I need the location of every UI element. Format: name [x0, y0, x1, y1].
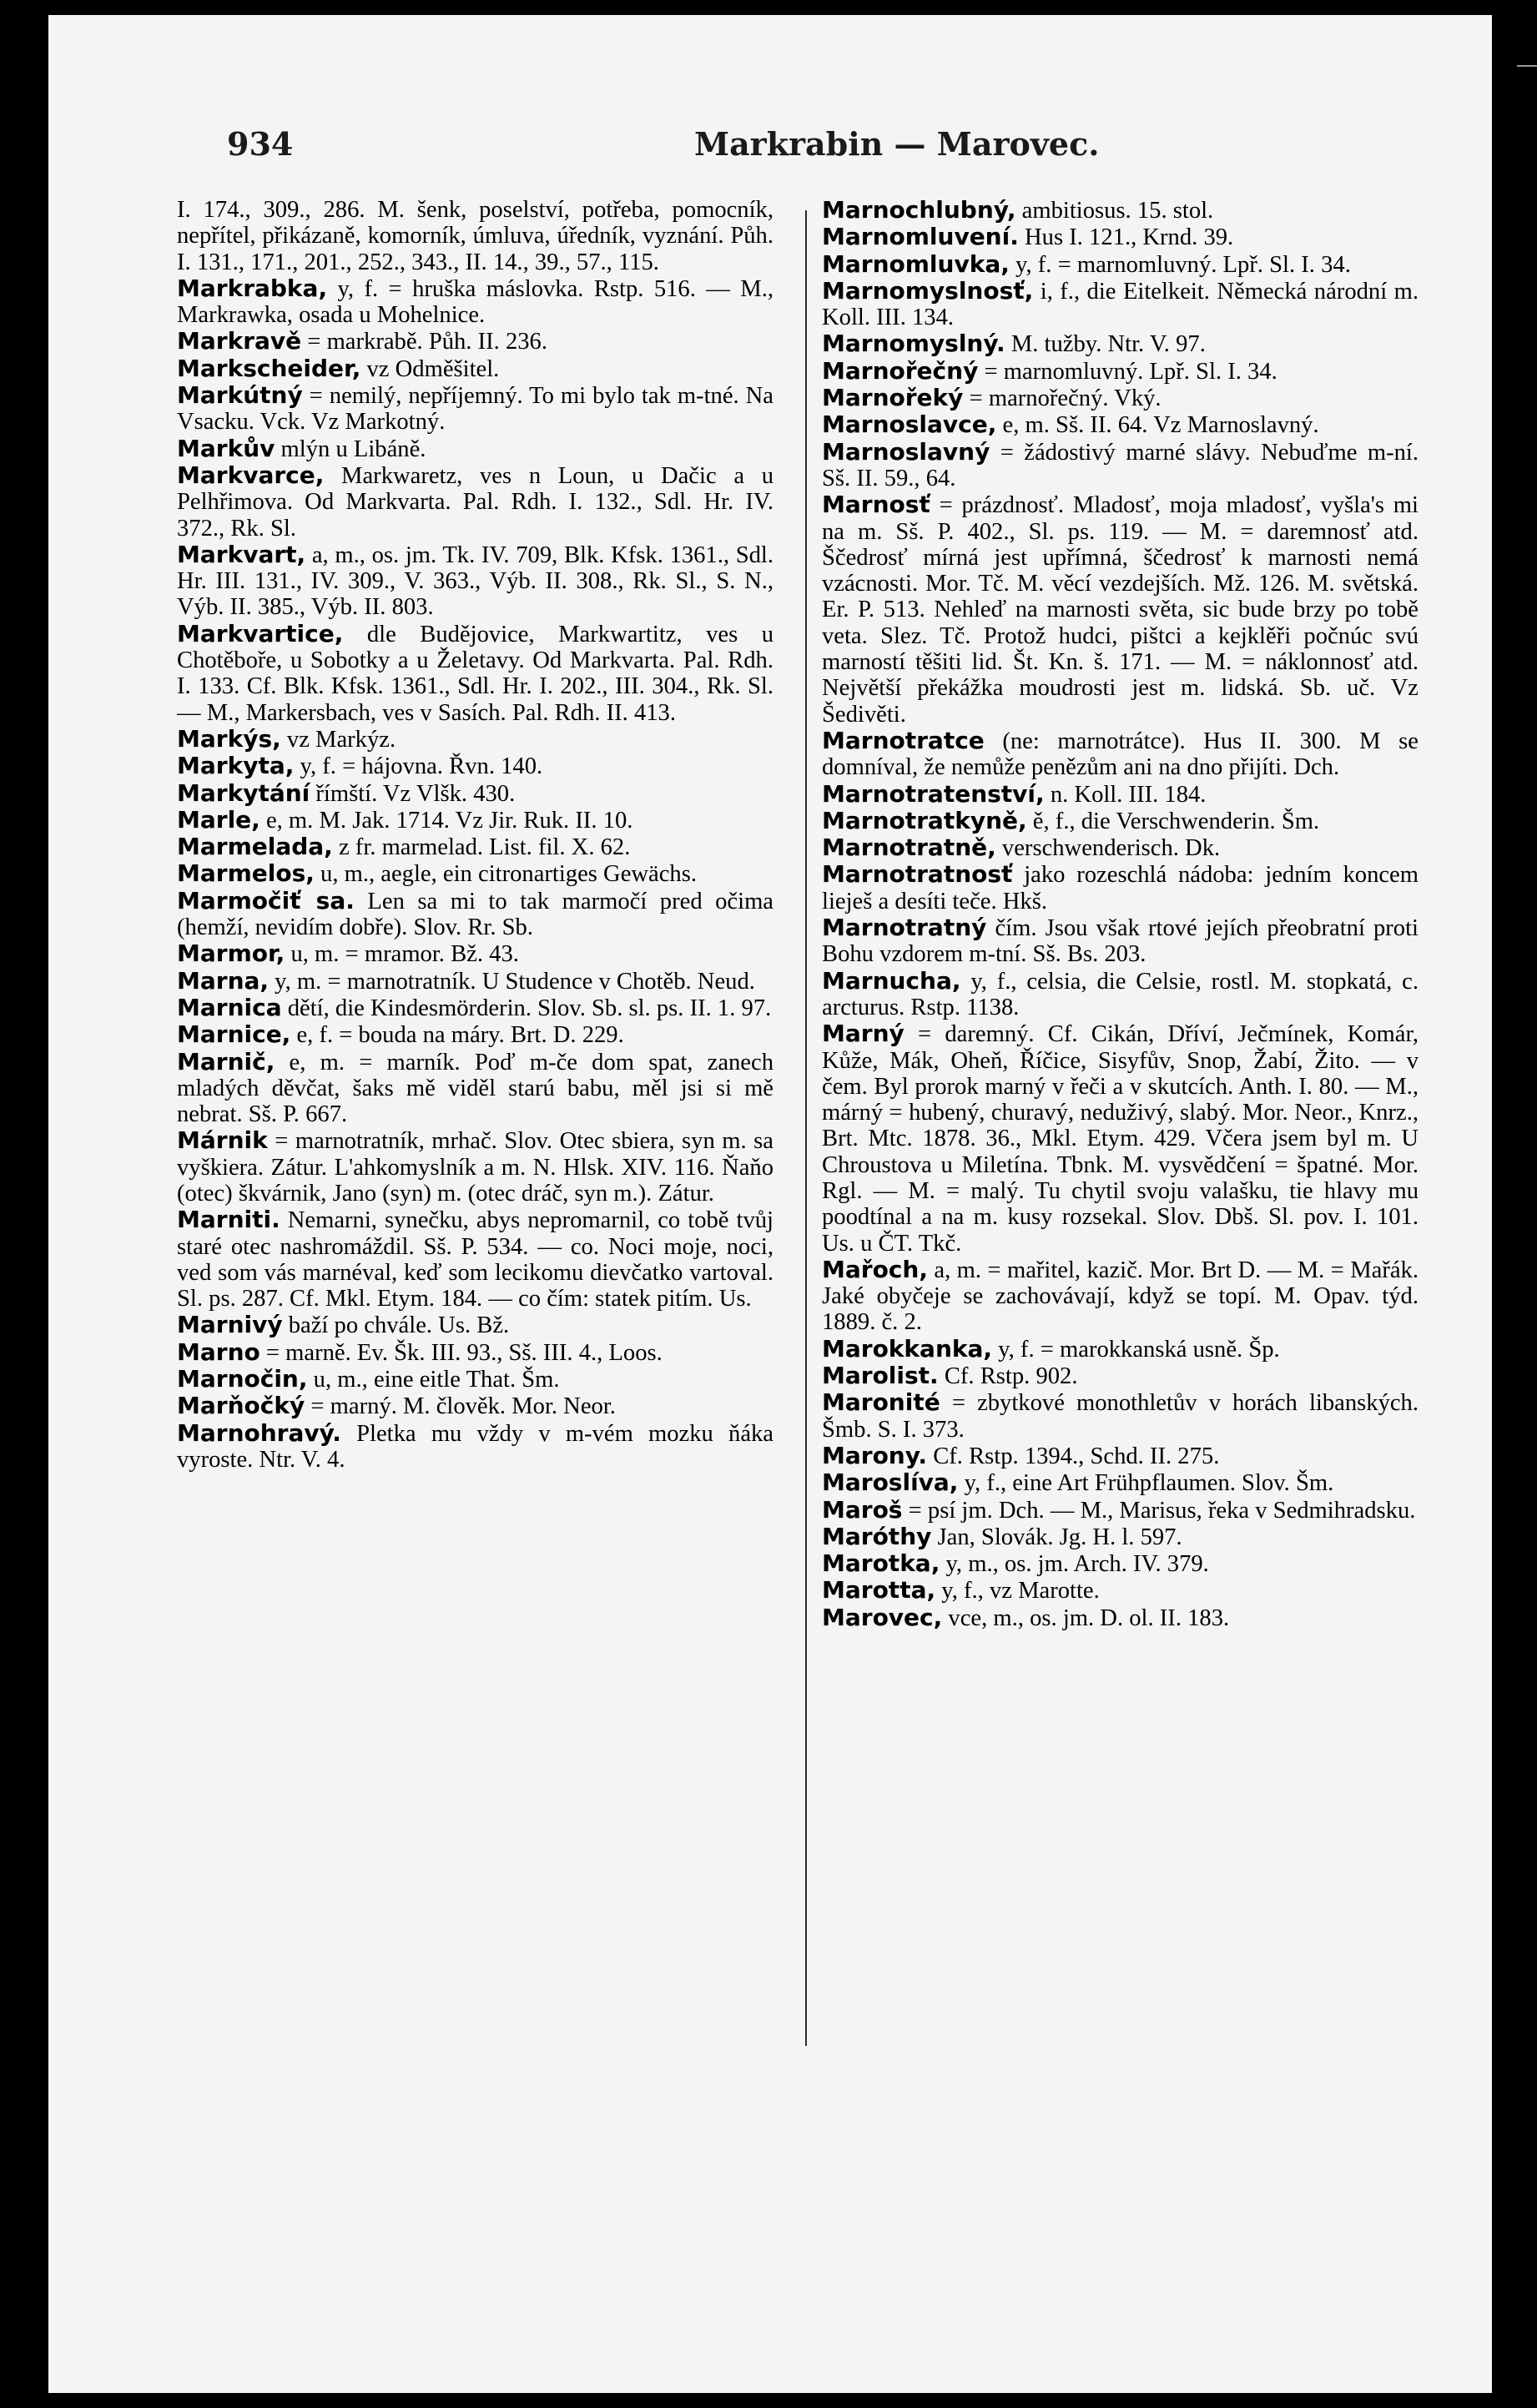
entry-headword: Marnoslavný [822, 437, 990, 466]
entry-headword: Marnič, [177, 1047, 275, 1076]
entry-text: vce, m., os. jm. D. ol. II. 183. [942, 1604, 1230, 1631]
entry-headword: Marnotratnosť [822, 860, 1013, 889]
dictionary-entry [822, 1469, 1419, 1496]
entry-text: baží po chvále. Us. Bž. [282, 1312, 510, 1339]
dictionary-entry [822, 1497, 1419, 1524]
dictionary-entry [822, 968, 1419, 1021]
entry-text: = nemilý, nepříjemný. To mi bylo tak m-tné. Na Vsacku. Vck. Vz Markotný. [177, 383, 774, 436]
entry-text: i, f., die Eitelkeit. Německá národní m. Koll. III. 134. [822, 278, 1419, 331]
entry-text: u, m. = mramor. Bž. 43. [285, 941, 519, 968]
entry-text: u, m., eine eitle That. Šm. [307, 1367, 560, 1393]
dictionary-entry [177, 834, 774, 860]
entry-text: = zbytkové monothletův v horách libanských. Šmb. S. I. 373. [822, 1390, 1419, 1443]
entry-text: Cf. Rstp. 1394., Schd. II. 275. [927, 1443, 1220, 1469]
entry-headword: Marnomyslnosť, [822, 276, 1034, 305]
entry-text: y, m., os. jm. Arch. IV. 379. [940, 1551, 1209, 1578]
dictionary-entry [177, 1021, 774, 1048]
dictionary-entry [177, 940, 774, 967]
dictionary-entry [822, 781, 1419, 808]
dictionary-entry [177, 1207, 774, 1312]
dictionary-entry [822, 1604, 1419, 1631]
entry-text: Jan, Slovák. Jg. H. l. 597. [931, 1524, 1182, 1550]
entry-text: y, m. = marnotratník. U Studence v Chotěb. Neud. [269, 968, 755, 995]
entry-headword: Marnochlubný, [822, 197, 1016, 224]
dictionary-entry [822, 808, 1419, 834]
entry-text: y, f. = marokkanská usně. Šp. [992, 1336, 1280, 1363]
entry-headword: Maroš [822, 1495, 903, 1524]
entry-text: čím. Jsou však rtové jejích přeobratní proti Bohu vzdorem m-tní. Sš. Bs. 203. [822, 915, 1419, 968]
dictionary-entry [177, 436, 774, 462]
entry-headword: Markravě [177, 327, 302, 355]
entry-text: vz Markýz. [280, 726, 396, 753]
dictionary-entry [177, 462, 774, 542]
dictionary-entry [177, 355, 774, 382]
entry-headword: Marnotratný [822, 914, 987, 942]
entry-headword: Markův [177, 434, 275, 462]
entry-headword: Marnotratenství, [822, 779, 1045, 808]
entry-text: y, f. = hruška máslovka. Rstp. 516. — M., Markrawka, osada u Mohelnice. [177, 275, 774, 329]
entry-headword: Marňočký [177, 1392, 305, 1420]
page-number: 934 [227, 125, 294, 163]
dictionary-entry [177, 1339, 774, 1366]
entry-headword: Marmelos, [177, 859, 315, 888]
dictionary-entry [822, 197, 1419, 224]
entry-text: I. 174., 309., 286. M. šenk, poselství, potřeba, pomocník, nepřítel, přikázaně, komorník, úmluva, úředník, vyznání. Půh. I. 131., 171., 201., 252., 343., II. 14., 39., 57., 115. [177, 197, 774, 275]
left-column [177, 197, 774, 2300]
entry-text: e, m. M. Jak. 1714. Vz Jir. Ruk. II. 10. [260, 807, 633, 834]
entry-text: Nemarni, synečku, abys nepromarnil, co tobě tvůj staré otec nashromáždil. Sš. P. 534. — co. Noci moje, noci, ved som vás marnéval, keď som lecikomu dievčatko vartoval. Sl. ps. 287. Cf. Mkl. Etym. 184. — co čím: statek pitím. Us. [177, 1207, 774, 1312]
entry-headword: Márnik [177, 1126, 268, 1155]
dictionary-entry [177, 968, 774, 995]
scan-edge-mark [1517, 65, 1537, 67]
entry-headword: Marnořečný [822, 356, 979, 385]
dictionary-entry [177, 1049, 774, 1128]
dictionary-entry [822, 278, 1419, 331]
dictionary-entry [822, 1524, 1419, 1550]
entry-headword: Marnomyslný. [822, 330, 1005, 358]
entry-text: = prázdnosť. Mladosť, moja mladosť, vyšla's mi na m. Sš. P. 402., Sl. ps. 119. — M. = daremnosť atd. Ščedrosť mírná jest upřímná, ščedrosť k marnosti nemá vzácnosti. Mor. Tč. M. věcí vezdejších. Mž. 126. M. světská. Er. P. 513. Nehleď na marnosti světa, sic bude brzy po tobě veta. Slez. Tč. Protož hudci, pištci a kejklěři počnúc svú marností těšiti lid. Št. Kn. š. 171. — M. = náklonnosť atd. Největší překážka moudrosti jest m. lidská. Sb. uč. Vz Šedivěti. [822, 492, 1419, 728]
dictionary-entry [177, 1393, 774, 1419]
entry-text: = marný. M. člověk. Mor. Neor. [305, 1393, 616, 1420]
entry-headword: Maroslíva, [822, 1468, 959, 1497]
column-divider [805, 210, 807, 2046]
entry-headword: Markvarce, [177, 461, 325, 489]
dictionary-entry [822, 1336, 1419, 1363]
entry-headword: Markscheider, [177, 354, 361, 382]
entry-headword: Marnotratce [822, 726, 985, 754]
dictionary-entry [822, 1550, 1419, 1577]
dictionary-entry [177, 995, 774, 1021]
entry-text: e, m. = marník. Poď m-če dom spat, zanech mladých děvčat, šaks mě viděl starú babu, měl jsi si mě nebrat. Sš. P. 667. [177, 1049, 774, 1128]
dictionary-entry [177, 275, 774, 329]
entry-headword: Marnucha, [822, 966, 961, 995]
dictionary-entry [177, 1312, 774, 1338]
entry-headword: Marnočin, [177, 1365, 308, 1393]
entry-text: ě, f., die Verschwenderin. Šm. [1026, 808, 1320, 834]
entry-text: jako rozeschlá nádoba: jedním koncem lieješ a desíti teče. Hkš. [822, 862, 1419, 914]
entry-headword: Marovec, [822, 1603, 943, 1631]
dictionary-entry [822, 385, 1419, 411]
entry-headword: Maróthy [822, 1522, 932, 1550]
dictionary-entry [177, 1420, 774, 1474]
dictionary-entry [822, 251, 1419, 278]
entry-headword: Marnice, [177, 1020, 291, 1049]
entry-headword: Marno [177, 1337, 260, 1366]
page-header [227, 125, 1492, 192]
entry-text: Cf. Rstp. 902. [938, 1363, 1078, 1390]
entry-text: z fr. marmelad. List. fil. X. 62. [332, 834, 631, 861]
dictionary-entry [822, 914, 1419, 968]
entry-headword: Markútný [177, 381, 303, 410]
entry-headword: Marmor, [177, 940, 285, 968]
entry-headword: Marnotratně, [822, 834, 996, 862]
entry-text: M. tužby. Ntr. V. 97. [1005, 331, 1206, 358]
entry-headword: Marolist. [822, 1362, 939, 1390]
dictionary-entry [177, 888, 774, 941]
entry-headword: Marotka, [822, 1549, 940, 1578]
entry-headword: Markýs, [177, 724, 281, 753]
dictionary-entry [177, 197, 774, 275]
entry-headword: Markyta, [177, 752, 295, 780]
dictionary-entry [822, 1257, 1419, 1336]
entry-text: Len sa mi to tak marmočí pred očima (hemží, nevidím dobře). Slov. Rr. Sb. [177, 888, 774, 941]
dictionary-entry [822, 728, 1419, 781]
entry-text: = markrabě. Půh. II. 236. [301, 329, 547, 355]
entry-text: (ne: marnotrátce). Hus II. 300. M se domníval, že nemůže penězům ani na dno přijíti. Dch. [822, 728, 1419, 781]
dictionary-entry [822, 358, 1419, 385]
entry-text: Markwaretz, ves n Loun, u Dačic a u Pelhřimova. Od Markvarta. Pal. Rdh. I. 132., Sdl. Hr. IV. 372., Rk. Sl. [177, 462, 774, 542]
dictionary-entry [822, 439, 1419, 492]
dictionary-entry [822, 224, 1419, 250]
entry-text: mlýn u Libáně. [275, 436, 426, 462]
dictionary-entry [822, 1363, 1419, 1389]
entry-headword: Markrabka, [177, 274, 328, 302]
entry-text: dětí, die Kindesmörderin. Slov. Sb. sl. ps. II. 1. 97. [281, 995, 772, 1021]
dictionary-entry [822, 491, 1419, 728]
dictionary-entry [177, 621, 774, 726]
entry-headword: Marnořeký [822, 384, 964, 412]
entry-headword: Marnoslavce, [822, 411, 997, 439]
entry-headword: Markvart, [177, 540, 306, 568]
entry-text: = daremný. Cf. Cikán, Dříví, Ječmínek, Komár, Kůže, Mák, Oheň, Říčice, Sisyfův, Snop, Žabí, Žito. — v čem. Byl prorok marný v řeči a v skutcích. Anth. I. 80. — M., márný = hubený, churavý, neduživý, slabý. Mor. Neor., Knrz., Brt. Mtc. 1878. 36., Mkl. Etym. 429. Včera jsem byl m. U Chroustova u Miletína. Tbnk. M. vysvědčení = špatné. Mor. Rgl. — M. = malý. Tu chytil svoju valašku, tie hlavy mu poodtínal a na m. kusy rozsekal. Slov. Dbš. Sl. pov. I. 101. Us. u ČT. Tkč. [822, 1021, 1419, 1257]
entry-text: u, m., aegle, ein citronartiges Gewächs. [314, 861, 698, 888]
entry-text: ambitiosus. 15. stol. [1015, 198, 1214, 224]
entry-text: verschwenderisch. Dk. [995, 835, 1221, 862]
entry-text: n. Koll. III. 184. [1044, 781, 1207, 808]
dictionary-entry [177, 328, 774, 355]
entry-text: = žádostivý marné slávy. Nebuďme m-ní. Sš. II. 59., 64. [822, 439, 1419, 491]
entry-text: y, f. = hájovna. Řvn. 140. [294, 753, 543, 780]
dictionary-entry [177, 1127, 774, 1207]
entry-headword: Marnohravý. [177, 1418, 341, 1447]
dictionary-entry [822, 834, 1419, 861]
entry-text: e, m. Sš. II. 64. Vz Marnoslavný. [996, 412, 1319, 439]
entry-headword: Mařoch, [822, 1255, 928, 1283]
entry-text: a, m., os. jm. Tk. IV. 709, Blk. Kfsk. 1361., Sdl. Hr. III. 131., IV. 309., V. 363., Výb. II. 308., Rk. Sl., S. N., Výb. II. 385., Výb. II. 803. [177, 542, 774, 621]
dictionary-entry [822, 861, 1419, 914]
entry-text: e, f. = bouda na máry. Brt. D. 229. [290, 1022, 624, 1049]
entry-text: = marnomluvný. Lpř. Sl. I. 34. [978, 358, 1277, 385]
entry-text: a, m. = mařitel, kazič. Mor. Brt D. — M. = Mařák. Jaké obyčeje se zachovávají, když se topí. M. Opav. týd. 1889. č. 2. [822, 1257, 1419, 1336]
dictionary-entry [177, 780, 774, 807]
right-column [822, 197, 1419, 2300]
entry-headword: Marný [822, 1020, 905, 1048]
entry-text: y, f. = marnomluvný. Lpř. Sl. I. 34. [1009, 251, 1351, 278]
entry-text: y, f., celsia, die Celsie, rostl. M. stopkatá, c. arcturus. Rstp. 1138. [822, 968, 1419, 1020]
dictionary-entry [177, 542, 774, 621]
entry-headword: Markvartice, [177, 619, 344, 647]
entry-headword: Marniti. [177, 1206, 280, 1234]
entry-headword: Marony. [822, 1441, 928, 1469]
dictionary-entry [177, 382, 774, 436]
entry-headword: Marnotratkyně, [822, 806, 1027, 834]
entry-text: y, f., vz Marotte. [935, 1578, 1100, 1604]
dictionary-entry [177, 807, 774, 834]
entry-headword: Marnivý [177, 1311, 283, 1339]
entry-text: y, f., eine Art Frühpflaumen. Slov. Šm. [958, 1470, 1334, 1497]
entry-headword: Marnomluvení. [822, 223, 1019, 251]
dictionary-entry [822, 1443, 1419, 1469]
entry-headword: Marmočiť sa. [177, 886, 355, 914]
dictionary-entry [822, 330, 1419, 357]
entry-headword: Marotta, [822, 1576, 936, 1604]
entry-text: dle Budějovice, Markwartitz, ves u Chotěboře, u Sobotky a u Želetavy. Od Markvarta. Pal. Rdh. I. 133. Cf. Blk. Kfsk. 1361., Sdl. Hr. I. 202., III. 304., Rk. Sl. — M., Markersbach, ves v Sasích. Pal. Rdh. II. 413. [177, 621, 774, 726]
dictionary-entry [822, 1020, 1419, 1257]
entry-text: římští. Vz Vlšk. 430. [310, 780, 516, 807]
dictionary-entry [822, 1577, 1419, 1604]
dictionary-entry [177, 1366, 774, 1393]
dictionary-entry [177, 753, 774, 779]
entry-headword: Maronité [822, 1388, 940, 1417]
entry-text: = psí jm. Dch. — M., Marisus, řeka v Sedmihradsku. [902, 1497, 1416, 1524]
dictionary-entry [177, 726, 774, 753]
entry-text: vz Odměšitel. [360, 355, 500, 382]
entry-headword: Markytání [177, 778, 310, 807]
entry-text: Hus I. 121., Krnd. 39. [1018, 224, 1234, 251]
entry-text: = marně. Ev. Šk. III. 93., Sš. III. 4., Loos. [260, 1339, 663, 1366]
entry-text: Pletka mu vždy v m-vém mozku ňáka vyroste. Ntr. V. 4. [177, 1420, 774, 1473]
entry-headword: Marna, [177, 966, 270, 995]
entry-text: = marnotratník, mrhač. Slov. Otec sbiera, syn m. sa vyškiera. Zátur. L'ahkomyslník a m. N. Hlsk. XIV. 116. Ňaňo (otec) škvárnik, Jano (syn) m. (otec dráč, syn m.). Zátur. [177, 1128, 774, 1207]
entry-headword: Marle, [177, 805, 260, 834]
entry-headword: Marnica [177, 993, 282, 1021]
dictionary-entry [822, 1389, 1419, 1443]
entry-headword: Marnosť [822, 491, 930, 519]
dictionary-entry [822, 411, 1419, 438]
entry-headword: Marnomluvka, [822, 249, 1010, 278]
running-title: Markrabin — Marovec. [694, 125, 1100, 163]
entry-headword: Marokkanka, [822, 1334, 993, 1363]
dictionary-entry [177, 860, 774, 887]
entry-headword: Marmelada, [177, 833, 333, 861]
entry-text: = marnořečný. Vký. [963, 385, 1162, 412]
